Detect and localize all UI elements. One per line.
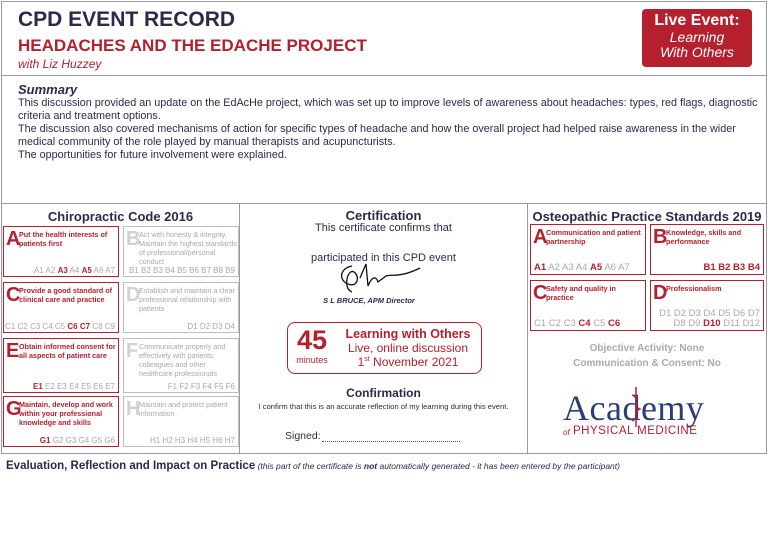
standard-code: B8 [213,266,223,275]
summary-divider [1,203,767,204]
standard-code: D4 [703,308,716,319]
column-divider [527,203,528,454]
osteo-standard-d [650,280,764,331]
event-details [287,322,482,374]
standard-code: D1 [187,322,198,331]
standard-code: G6 [104,436,115,445]
standard-description: Provide a good standard of clinical care and practice [19,286,113,304]
standard-code: E1 [33,382,43,391]
caduceus-icon [629,385,643,429]
standard-code: C1 [534,318,547,329]
standard-letter: B [653,226,668,248]
standard-code: C7 [79,322,91,331]
event-title: HEADACHES AND THE EDACHE PROJECT [18,36,367,55]
standard-code: A5 [81,266,92,275]
standard-code: D11 [723,318,740,329]
confirmation-text: I confirm that this is an accurate reflection of my learning during this event. [258,402,509,411]
standard-code: D8 [673,318,686,329]
standard-codes [34,266,115,275]
standard-code: B5 [177,266,187,275]
cert-title: Certification [345,208,422,223]
signature-line[interactable] [322,441,460,442]
standard-letter: C [533,282,548,304]
standard-description: Maintain, develop and work within your professional knowledge and skills [19,400,113,427]
standard-code: E6 [93,382,103,391]
standard-code: D7 [747,308,760,319]
logo-of: of [563,428,570,437]
osteo-standard-a [530,224,646,275]
standard-code: C5 [54,322,66,331]
logo-tagline: PHYSICAL MEDICINE [573,425,698,437]
event-date: 1st November 2021 [357,355,459,369]
standard-code: A4 [69,266,80,275]
standard-code: B3 [733,262,746,273]
badge-line: Live Event: [654,12,740,29]
chiro-standard-h [123,396,239,447]
summary-heading: Summary [18,82,78,97]
standard-code: G5 [91,436,103,445]
standard-code: B4 [747,262,760,273]
standard-description: Put the health interests of patients first [19,230,108,248]
standard-codes [129,266,235,275]
standard-code: B1 [128,266,139,275]
standard-description: Knowledge, skills and performance [666,228,742,246]
standard-code: B7 [201,266,211,275]
standard-code: H5 [199,436,211,445]
standard-codes [187,322,235,331]
standard-letter: E [6,340,20,362]
standard-letter: D [126,284,141,306]
standard-codes [168,382,235,391]
osteo-standard-b [650,224,764,275]
page-title: CPD EVENT RECORD [18,8,236,31]
summary-paragraph: This discussion provided an update on the EdAcHe project, which was set up to improve levels of awareness about headaches: types, red flags, diagnostic criteria and treatment options. [18,97,758,122]
standard-code: B4 [165,266,175,275]
event-info [338,327,478,369]
standard-description: Act with honesty & integrity. Maintain the highest standards of professional/personal conduct [139,230,237,266]
event-type: Learning with Others [345,327,471,341]
standard-code: E2 [45,382,55,391]
chiro-standard-g [3,396,119,447]
event-mode: Live, online discussion [347,341,469,355]
live-event-badge [642,9,752,67]
standard-code: H4 [187,436,198,445]
standard-code: D3 [212,322,223,331]
standard-code: B6 [189,266,199,275]
standard-letter: A [533,226,548,248]
duration-unit: minutes [296,355,328,365]
chiro-title: Chiropractic Code 2016 [47,209,194,224]
standard-codes [534,318,620,329]
summary-paragraph: The discussion also covered mechanisms of action for specific types of headache and how the overall project had helped raise awareness in the wider medical community of the role played by manual therapists and acupuncturists. [18,123,736,148]
standard-code: B2 [718,262,731,273]
standard-codes [703,262,760,273]
chiro-standard-a [3,226,119,277]
chiro-standard-b [123,226,239,277]
signatory: S L BRUCE, APM Director [323,296,415,305]
standard-letter: C [6,284,21,306]
standard-code: D10 [703,318,721,329]
standard-code: F3 [190,382,201,391]
chiro-standard-e [3,338,119,393]
standard-code: E4 [69,382,79,391]
standard-code: C8 [92,322,103,331]
standard-code: F4 [202,382,212,391]
summary-paragraph: The opportunities for future involvement were explained. [18,149,287,161]
cert-line: This certificate confirms that [315,222,452,234]
standard-code: A6 [93,266,104,275]
standard-code: H3 [174,436,186,445]
standard-code: D9 [688,318,701,329]
standard-code: H6 [212,436,223,445]
presenter: with Liz Huzzey [18,57,102,71]
column-divider [239,203,240,454]
standard-letter: F [126,340,139,362]
academy-logo [563,390,733,440]
standard-code: B3 [153,266,163,275]
chiro-standard-d [123,282,239,333]
confirmation-title: Confirmation [346,386,421,400]
standard-code: D4 [224,322,235,331]
standard-code: A7 [618,262,630,273]
standard-code: C4 [42,322,53,331]
standard-code: C4 [578,318,591,329]
badge-line: With Others [660,44,734,60]
chiro-standard-f [123,338,239,393]
standard-codes [534,262,630,273]
standard-code: D1 [659,308,672,319]
standard-code: A2 [45,266,56,275]
standard-description: Maintain and protect patient information [139,400,228,418]
standard-code: C6 [607,318,621,329]
standard-code: B1 [703,262,716,273]
standard-code: G3 [65,436,77,445]
osteo-title: Osteopathic Practice Standards 2019 [532,209,762,224]
standard-code: A5 [590,262,603,273]
standard-codes [150,436,235,445]
standard-code: A3 [562,262,574,273]
standard-code: F6 [225,382,235,391]
standard-code: F5 [214,382,224,391]
standard-code: G4 [78,436,90,445]
standard-code: C2 [17,322,28,331]
standard-letter: H [126,398,141,420]
summary-text [18,97,758,162]
standard-code: F2 [179,382,189,391]
standard-code: G2 [52,436,64,445]
standard-code: D3 [688,308,701,319]
communication-consent: Communication & Consent: No [573,358,721,369]
standard-code: A3 [57,266,68,275]
logo-wordmark: Academy [563,388,705,428]
standard-code: F1 [167,382,178,391]
standard-letter: B [126,228,141,250]
standard-code: D2 [199,322,211,331]
standard-letter: D [653,282,668,304]
header-divider [1,75,767,76]
standard-code: C3 [29,322,41,331]
standard-description: Safety and quality in practice [546,284,616,302]
chiro-standard-c [3,282,119,333]
standard-code: C6 [67,322,78,331]
standard-code: A6 [604,262,616,273]
standard-description: Communicate properly and effectively with patients, colleagues and other healthcare professionals [139,342,226,378]
standard-code: A2 [548,262,560,273]
badge-line: Learning [669,29,725,45]
standard-code: C5 [593,318,606,329]
standard-code: E7 [105,382,115,391]
standard-code: A1 [534,262,547,273]
evaluation-heading: Evaluation, Reflection and Impact on Practice (this part of the certificate is not automatically generated - it has been entered by the participant) [6,460,620,472]
standard-code: C2 [548,318,561,329]
standard-code: D12 [742,318,760,329]
standard-code: B2 [140,266,151,275]
standard-codes [33,382,115,391]
standard-codes [40,436,115,445]
signed-label: Signed: [285,430,321,442]
duration [292,325,332,365]
standard-code: D6 [733,308,746,319]
standard-code: H1 [149,436,161,445]
standard-code: C9 [104,322,115,331]
standard-description: Communication and patient partnership [546,228,641,246]
standard-code: H7 [224,436,235,445]
standard-description: Obtain informed consent for all aspects of patient care [19,342,116,360]
standard-codes [5,322,115,331]
standard-code: D5 [718,308,731,319]
standard-code: H2 [162,436,173,445]
osteo-standard-c [530,280,646,331]
standard-letter: A [6,228,21,250]
standard-code: A4 [575,262,588,273]
standard-code: A7 [105,266,115,275]
standard-code: D2 [673,308,687,319]
cert-line: participated in this CPD event [311,252,456,264]
standard-codes [650,309,760,329]
standard-description: Professionalism [666,284,722,293]
standard-code: E3 [57,382,67,391]
objective-activity: Objective Activity: None [589,343,705,354]
standard-code: C1 [5,322,16,331]
standard-code: A1 [33,266,44,275]
standard-code: E5 [81,382,91,391]
standard-code: G1 [39,436,51,445]
standard-code: C3 [563,318,576,329]
director-signature [330,258,425,296]
standard-letter: G [6,398,22,420]
duration-value: 45 [296,325,328,355]
standard-description: Establish and maintain a clear professional relationship with patients [139,286,235,313]
standard-code: B9 [225,266,235,275]
